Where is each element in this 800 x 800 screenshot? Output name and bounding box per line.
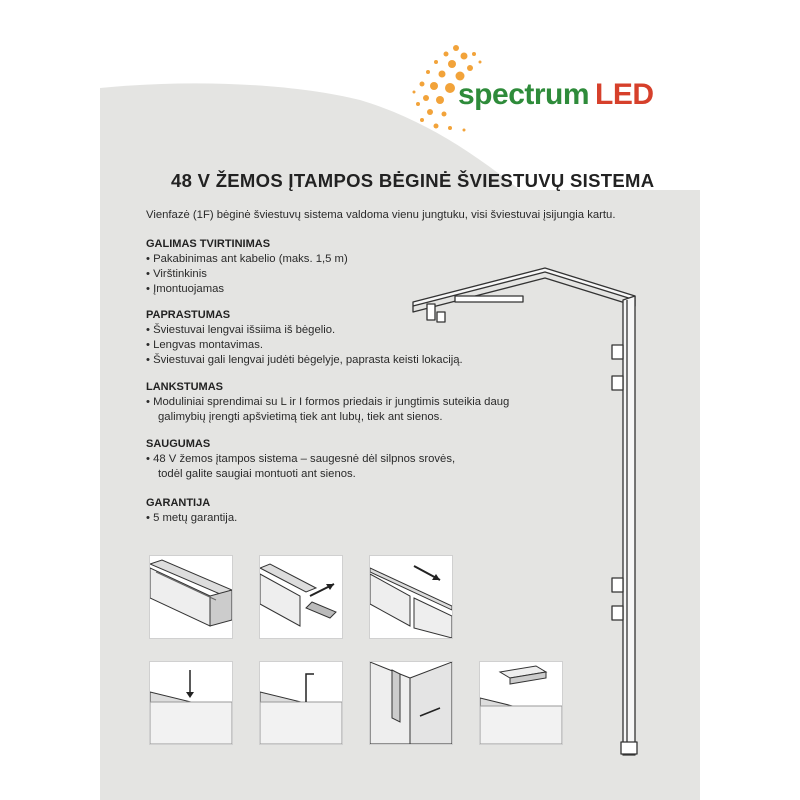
page-title: 48 V ŽEMOS ĮTAMPOS BĖGINĖ ŠVIESTUVŲ SISTEMA	[171, 170, 655, 191]
list-item-continuation: galimybių įrengti apšvietimą tiek ant lubų, tiek ant sienos.	[158, 411, 443, 423]
brand-word-led: LED	[595, 78, 654, 111]
install-step-1	[150, 556, 232, 638]
list-item: • Įmontuojamas	[146, 283, 225, 295]
rail-joint-arrow-icon	[370, 556, 452, 638]
brand-word-spectrum: spectrum	[458, 78, 590, 111]
section-heading-warranty: GARANTIJA	[146, 497, 211, 509]
install-step-5	[260, 662, 342, 744]
list-item: • Virštinkinis	[146, 268, 207, 280]
rail-corner-wall-icon	[370, 662, 452, 744]
rail-insert-arrow-icon	[260, 556, 342, 638]
rail-profile-icon	[150, 556, 232, 638]
list-item: • Pakabinimas ant kabelio (maks. 1,5 m)	[146, 253, 348, 265]
install-step-4	[150, 662, 232, 744]
brand-logo	[458, 78, 654, 112]
list-item: • Šviestuvai lengvai išsiima iš bėgelio.	[146, 324, 336, 336]
rail-screw-down-icon	[150, 662, 232, 744]
install-step-7	[480, 662, 562, 744]
list-item: • 48 V žemos įtampos sistema – saugesnė dėl silpnos srovės,	[146, 453, 456, 465]
intro-text: Vienfazė (1F) bėginė šviestuvų sistema valdoma vienu jungtuku, visi šviestuvai įsijungia kartu.	[146, 209, 616, 221]
list-item-continuation: todėl galite saugiai montuoti ant sienos.	[158, 468, 356, 480]
list-item: • 5 metų garantija.	[146, 512, 238, 524]
section-heading-flexibility: LANKSTUMAS	[146, 381, 223, 393]
section-heading-safety: SAUGUMAS	[146, 438, 211, 450]
rail-hex-key-icon	[260, 662, 342, 744]
rail-connector-icon	[480, 662, 562, 744]
list-item: • Lengvas montavimas.	[146, 339, 263, 351]
section-heading-simplicity: PAPRASTUMAS	[146, 309, 231, 321]
list-item: • Moduliniai sprendimai su L ir I formos priedais ir jungtimis suteikia daug	[146, 396, 510, 408]
install-step-3	[370, 556, 452, 638]
install-step-2	[260, 556, 342, 638]
section-heading-mounting: GALIMAS TVIRTINIMAS	[146, 238, 271, 250]
install-step-6	[370, 662, 452, 744]
list-item: • Šviestuvai gali lengvai judėti bėgelyje, paprasta keisti lokaciją.	[146, 354, 463, 366]
